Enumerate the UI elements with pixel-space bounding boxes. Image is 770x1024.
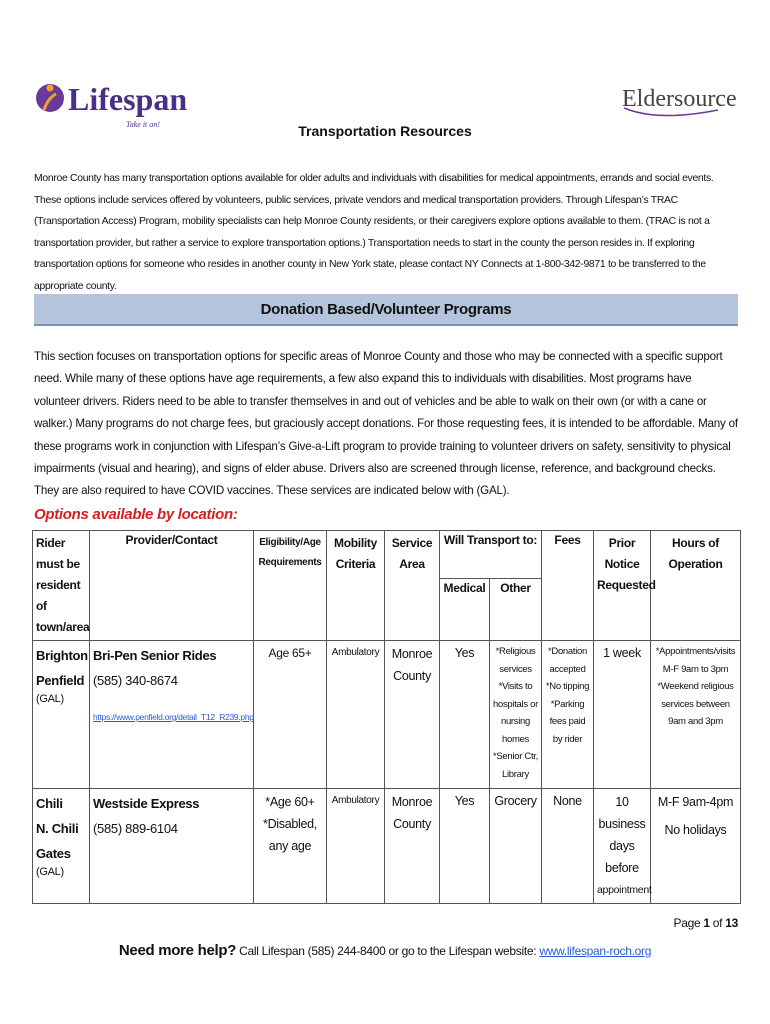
- page-total: 13: [725, 916, 738, 930]
- col-service-area: Service Area: [385, 531, 440, 641]
- fees-cell: *Donation accepted *No tipping *Parking fees paid by rider: [542, 641, 594, 789]
- town-name: Gates: [36, 846, 71, 861]
- page-number-prefix: Page: [673, 916, 704, 930]
- col-will-transport: Will Transport to:: [440, 531, 542, 579]
- col-provider: Provider/Contact: [90, 531, 254, 641]
- hours-line: No holidays: [664, 823, 727, 837]
- col-fees: Fees: [542, 531, 594, 641]
- hours-cell: *Appointments/visits M-F 9am to 3pm *Weekend religious services between 9am and 3pm: [651, 641, 741, 789]
- eligibility-line: *Age 60+: [265, 795, 315, 809]
- eligibility-line: any age: [268, 839, 312, 853]
- col-hours: Hours of Operation: [651, 531, 741, 641]
- mobility-cell: Ambulatory: [327, 789, 385, 904]
- col-other: Other: [490, 579, 542, 641]
- prior-notice-line: appointment: [597, 884, 652, 896]
- other-cell: Grocery: [490, 789, 542, 904]
- eligibility-line: *Disabled,: [263, 817, 317, 831]
- col-prior-notice: Prior Notice Requested: [594, 531, 651, 641]
- other-cell: *Religious services *Visits to hospitals or nursing homes *Senior Ctr, Library: [490, 641, 542, 789]
- section-heading-text: Donation Based/Volunteer Programs: [260, 300, 512, 318]
- service-area-cell: Monroe County: [385, 789, 440, 904]
- eligibility-cell: Age 65+: [254, 641, 327, 789]
- page-number-of: of: [709, 916, 726, 930]
- prior-notice-line: 10 business days before: [598, 795, 646, 875]
- gal-badge: (GAL): [36, 866, 64, 878]
- intro-paragraph: Monroe County has many transportation options available for older adults and individuals with disabilities for medical appointments, errands and social events. These options include services offered by volunteers, public services, private vendors and medical transportation providers. Through Lifespan’s TRAC (Transportation Access) Program, mobility specialists can help Monroe County residents, or their caregivers explore options available to them. (TRAC is not a transportation provider, but rather a service to explore transportation options.) Transportation needs to start in the county the person resides in. If exploring transportation options for someone who resides in another county in New York state, please contact NY Connects at 1-800-342-9871 to be transferred to the appropriate county.: [34, 173, 714, 292]
- table-row: [33, 789, 741, 904]
- gal-badge: (GAL): [36, 693, 64, 705]
- medical-cell: Yes: [440, 641, 490, 789]
- footer: [0, 942, 770, 959]
- town-name: Brighton: [36, 648, 88, 663]
- service-area-cell: Monroe County: [385, 641, 440, 789]
- lifespan-logo-text: Lifespan: [68, 81, 188, 117]
- fees-cell: None: [542, 789, 594, 904]
- eldersource-logo-text: Eldersource: [622, 86, 737, 112]
- hours-line: M-F 9am-4pm: [657, 795, 734, 809]
- town-name: N. Chili: [36, 821, 79, 836]
- lifespan-logo-tagline: Take it on!: [126, 120, 160, 129]
- col-medical: Medical: [440, 579, 490, 641]
- footer-text: Call Lifespan (585) 244-8400 or go to the Lifespan website:: [236, 944, 540, 958]
- provider-name: Bri-Pen Senior Rides: [93, 648, 217, 663]
- prior-notice-cell: 1 week: [594, 641, 651, 789]
- provider-name: Westside Express: [93, 796, 200, 811]
- footer-link[interactable]: www.lifespan-roch.org: [539, 944, 652, 958]
- footer-help: Need more help?: [118, 942, 237, 959]
- provider-phone: (585) 889-6104: [93, 821, 178, 836]
- table-row: [33, 641, 741, 789]
- page-number: [674, 916, 738, 930]
- section-heading: [34, 294, 738, 326]
- page-title: Transportation Resources: [298, 123, 472, 139]
- options-heading: Options available by location:: [34, 506, 238, 523]
- section-paragraph: This section focuses on transportation options for specific areas of Monroe County and those who may be connected with a specific support need. While many of these options have age requirements, a few also expand this to individuals with disabilities. Most programs have volunteer drivers. Riders need to be able to transfer themselves in and out of vehicles and be able to walk on their own (or with a cane or walker.) Many programs do not charge fees, but graciously accept donations. For those requesting fees, it is intended to be affordable. Many of these programs work in conjunction with Lifespan’s Give-a-Lift program to provide training to volunteer drivers on safety, sensitivity to physical impairments (visual and hearing), and signs of elder abuse. Drivers also are screened through license, reference, and background checks. They are also required to have COVID vaccines. These services are indicated below with (GAL).: [34, 350, 738, 498]
- eldersource-logo: [618, 66, 737, 126]
- provider-phone: (585) 340-8674: [93, 673, 178, 688]
- town-name: Penfield: [36, 673, 85, 688]
- provider-link[interactable]: https://www.penfield.org/detail_T12_R239.php: [93, 712, 254, 722]
- page-current: 1: [703, 916, 710, 930]
- town-name: Chili: [36, 796, 63, 811]
- table-header-row: [33, 531, 741, 579]
- mobility-cell: Ambulatory: [327, 641, 385, 789]
- medical-cell: Yes: [440, 789, 490, 904]
- col-eligibility: Eligibility/Age Requirements: [254, 531, 327, 641]
- col-rider: Rider must be resident of town/area: [33, 531, 90, 641]
- col-mobility: Mobility Criteria: [327, 531, 385, 641]
- transport-table: [32, 530, 741, 904]
